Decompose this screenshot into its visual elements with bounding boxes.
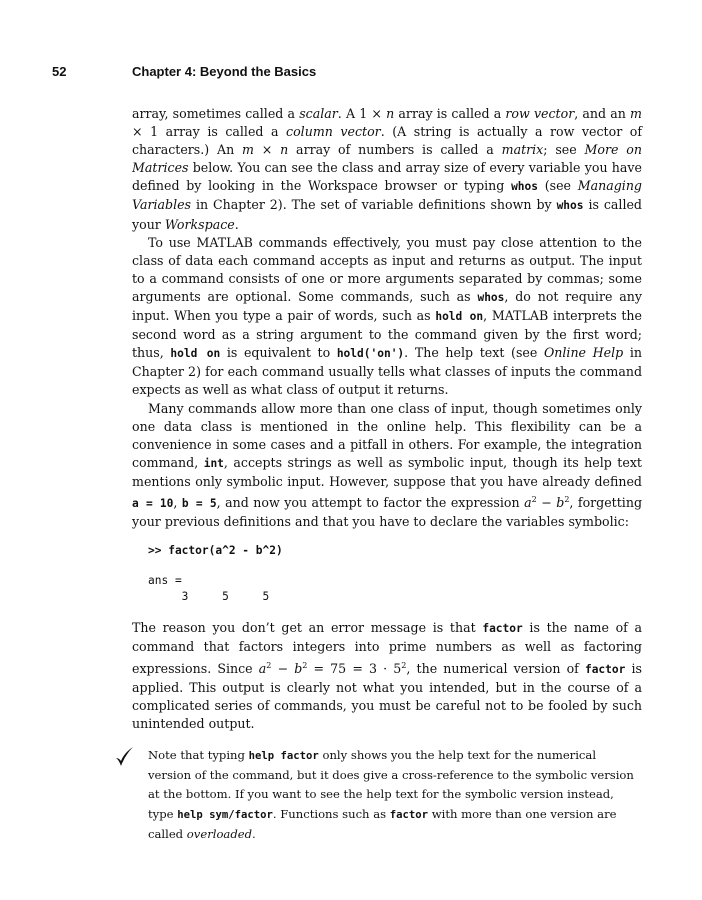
text-run: is applied. This output is clearly not what you intended, but in the course of a complicated series of commands, you must be careful not to be fooled by such unintended output. <box>132 660 642 731</box>
text-run: The reason you don’t get an error message is that <box>132 620 483 636</box>
paragraph-3 <box>132 400 642 532</box>
superscript: 2 <box>401 660 407 670</box>
superscript: 2 <box>564 494 570 504</box>
text-run: = 75 = 3 · 5 <box>307 660 402 676</box>
text-run: . A 1 × <box>337 106 387 121</box>
text-run: with more than one version are called <box>148 806 617 841</box>
text-run: is equivalent to <box>220 345 337 361</box>
text-run: . (A string is actually a row vector of characters.) An <box>132 124 642 158</box>
inline-code: whos <box>511 180 539 194</box>
text-run: array, sometimes called a <box>132 106 300 121</box>
text-run: , the numerical version of <box>406 660 585 676</box>
text-run: − <box>536 495 557 511</box>
inline-code: b = 5 <box>181 497 217 511</box>
inline-code: hold on <box>170 347 221 361</box>
text-run: To use MATLAB commands effectively, you must pay close attention to the class of data each command accepts as input and returns as output. The input to a command consists of one or more arguments separated by commas; some arguments are optional. Some commands, such as <box>132 234 642 304</box>
italic-term: m <box>242 142 254 158</box>
body-text <box>132 105 642 733</box>
text-run: (see <box>538 178 578 194</box>
text-run: , and now you attempt to factor the expression <box>216 495 525 511</box>
text-run: , forgetting your previous definitions and that you have to declare the variables symbolic: <box>132 495 643 530</box>
text-run: . <box>252 826 256 841</box>
text-run: below. You can see the class and array size of every variable you have defined by looking in the Workspace browser or typing <box>132 160 642 194</box>
text-run: array of numbers is called a <box>288 142 502 158</box>
inline-code: factor <box>482 622 523 636</box>
page-number: 52 <box>52 64 67 79</box>
italic-term: overloaded <box>186 826 253 841</box>
code-output-label: ans = <box>148 574 182 588</box>
text-run: Many commands allow more than one class of input, though sometimes only one data class is mentioned in the online help. This flexibility can be a convenience in some cases and a pitfall in others. For example, the integration command, <box>132 400 642 470</box>
text-run: is the name of a command that factors integers into prime numbers as well as factoring expressions. Since <box>132 620 642 676</box>
inline-code: hold on <box>435 310 484 324</box>
code-output-values: 3 5 5 <box>148 590 270 604</box>
chapter-title: Chapter 4: Beyond the Basics <box>132 64 317 79</box>
paragraph-2 <box>132 234 642 400</box>
italic-term: n <box>386 106 395 121</box>
inline-code: hold('on') <box>336 347 405 361</box>
italic-term: Workspace <box>164 216 235 232</box>
italic-term: column vector <box>286 124 381 140</box>
italic-term: scalar <box>299 106 338 121</box>
italic-term: n <box>280 142 289 158</box>
italic-term: Managing Variables <box>132 178 642 213</box>
italic-term: More on Matrices <box>132 142 642 176</box>
check-mark-icon <box>114 746 134 768</box>
text-run: , accepts strings as well as symbolic input, though its help text mentions only symbolic input. However, suppose that you have already defined <box>132 454 642 489</box>
paragraph-4 <box>132 619 642 733</box>
text-run: , <box>173 495 182 511</box>
text-run: in Chapter 2). The set of variable definitions shown by <box>191 197 557 213</box>
italic-term: b <box>556 495 565 511</box>
text-run: . <box>234 216 239 232</box>
text-run: , MATLAB interprets the second word as a string argument to the command given by the first word; thus, <box>132 308 642 361</box>
text-run: − <box>271 660 295 676</box>
text-run: Note that typing <box>148 748 249 762</box>
italic-term: row vector <box>505 106 575 121</box>
italic-term: matrix <box>501 142 544 158</box>
italic-term: a <box>258 660 267 676</box>
inline-code: a = 10 <box>132 497 174 511</box>
inline-code: help factor <box>248 750 319 762</box>
note-text <box>148 746 634 844</box>
inline-code: factor <box>584 662 626 676</box>
text-run: ; see <box>543 142 585 158</box>
text-run: , do not require any input. When you type a pair of words, such as <box>132 288 642 324</box>
inline-code: whos <box>477 290 505 304</box>
text-run: in Chapter 2) for each command usually tells what classes of inputs the command expects as well as what class of output it returns. <box>132 345 642 398</box>
superscript: 2 <box>302 660 308 670</box>
inline-code: whos <box>556 199 584 213</box>
inline-code: int <box>203 456 224 470</box>
italic-term: Online Help <box>543 345 624 361</box>
italic-term: b <box>294 660 303 676</box>
italic-term: m <box>630 106 642 121</box>
text-run: × 1 array is called a <box>132 124 287 140</box>
text-run: only shows you the help text for the numerical version of the command, but it does give a cross-reference to the symbolic version at the bottom. If you want to see the help text for the symbolic version instead, type <box>148 748 634 821</box>
inline-code: help sym/factor <box>177 808 273 821</box>
text-run: × <box>253 142 281 158</box>
text-run: array is called a <box>394 106 506 121</box>
page-header <box>52 64 652 84</box>
text-run: is called your <box>132 197 642 232</box>
text-run: , and an <box>574 106 631 121</box>
code-output <box>148 573 642 605</box>
superscript: 2 <box>531 494 537 504</box>
paragraph-1 <box>132 105 642 234</box>
italic-term: a <box>524 495 532 511</box>
text-run: . The help text (see <box>404 345 544 361</box>
code-command: >> factor(a^2 - b^2) <box>148 544 283 558</box>
superscript: 2 <box>266 660 272 670</box>
text-run: . Functions such as <box>272 806 390 821</box>
inline-code: factor <box>389 808 429 821</box>
